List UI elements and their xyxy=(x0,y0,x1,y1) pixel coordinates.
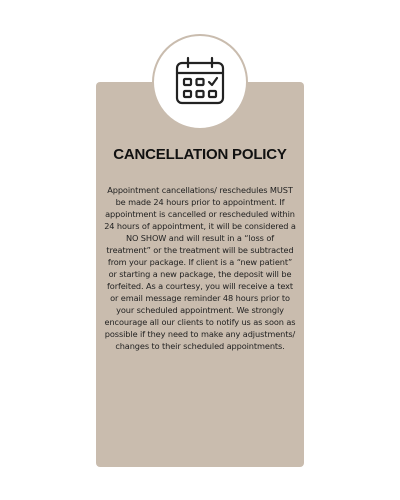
policy-title: CANCELLATION POLICY xyxy=(113,146,287,163)
calendar-check-icon xyxy=(171,53,229,111)
policy-body: Appointment cancellations/ reschedules MUST be made 24 hours prior to appointment. If appointment is cancelled or rescheduled within 24 hours of appointment, it will be considered a NO SHOW and will result in a “loss of treatment” or the treatment will be subtracted from your package. If client is a “new patient” or starting a new package, the deposit will be forfeited. As a courtesy, you will receive a text or email message reminder 48 hours prior to your scheduled appointment. We strongly encourage all our clients to notify us as soon as possible if they need to make any adjustments/ changes to their scheduled appointments. xyxy=(104,185,296,351)
icon-badge xyxy=(152,34,248,130)
